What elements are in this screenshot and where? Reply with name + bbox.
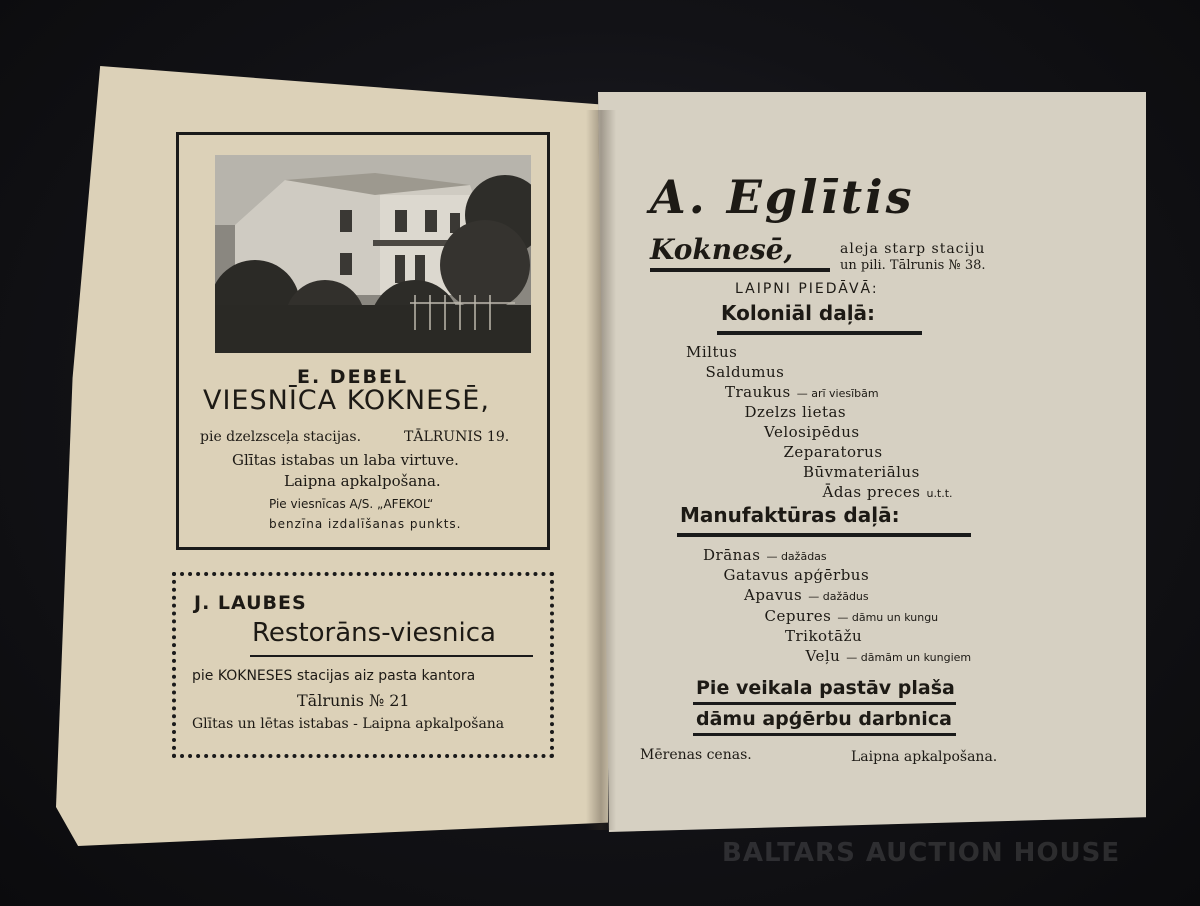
item-text: Trikotāžu [785, 626, 863, 645]
list-item [725, 382, 879, 401]
address-line2: un pili. Tālrunis № 38. [840, 258, 986, 273]
laubes-phone: Tālrunis № 21 [297, 691, 410, 710]
item-note: u.t.t. [926, 487, 953, 500]
footer-prices: Mērenas cenas. [640, 747, 752, 763]
watermark: BALTARS AUCTION HOUSE [722, 838, 1121, 868]
list-item [765, 606, 939, 625]
item-note: — dāmām un kungiem [846, 651, 972, 664]
list-item [784, 442, 883, 461]
list-item [745, 402, 847, 421]
list-item [806, 646, 972, 665]
item-text: Velosipēdus [764, 423, 860, 441]
eglitis-town: Koknesē, [650, 233, 794, 266]
item-text: Traukus [725, 383, 791, 401]
list-item [785, 626, 862, 645]
list-item [724, 565, 870, 584]
footer-service: Laipna apkalpošana. [851, 749, 998, 765]
laubes-line1: Glītas un lētas istabas - Laipna apkalpošana [192, 716, 505, 732]
list-item [706, 362, 785, 381]
debel-address: pie dzelzsceļa stacijas. [200, 429, 362, 445]
debel-fuel-line1: Pie viesnīcas A/S. „AFEKOL“ [269, 497, 434, 511]
workshop-underline1 [693, 702, 956, 705]
section2-title: Manufaktūras daļā: [680, 503, 900, 527]
item-text: Ādas preces [822, 483, 921, 501]
debel-hotel-name: VIESNĪCA KOKNESĒ, [203, 385, 490, 416]
laubes-name: Restorāns-viesnica [252, 618, 496, 648]
item-text: Apavus [744, 586, 803, 605]
list-item [764, 422, 860, 441]
laubes-owner: J. LAUBES [194, 592, 307, 614]
list-item [744, 585, 869, 604]
town-underline [650, 268, 830, 272]
offers-label: LAIPNI PIEDĀVĀ: [735, 281, 879, 297]
book-gutter [586, 110, 616, 830]
item-note: — dažādas [766, 550, 827, 563]
debel-phone: TĀLRUNIS 19. [404, 429, 510, 445]
debel-line2: Laipna apkalpošana. [284, 472, 441, 490]
hotel-building-photo [215, 155, 531, 353]
debel-owner: E. DEBEL [297, 366, 409, 388]
laubes-address: pie KOKNESES stacijas aiz pasta kantora [192, 668, 476, 684]
laubes-name-underline [250, 655, 533, 657]
item-text: Cepures [764, 606, 832, 625]
list-item [686, 342, 737, 361]
list-item [803, 462, 920, 481]
item-text: Drānas [703, 546, 761, 564]
section1-title: Koloniāl daļā: [721, 301, 876, 325]
item-text: Dzelzs lietas [744, 403, 847, 421]
list-item [703, 545, 827, 564]
item-note: — dažādus [808, 590, 869, 604]
debel-line1: Glītas istabas un laba virtuve. [232, 451, 459, 469]
item-text: Gatavus apģērbus [723, 566, 870, 585]
item-text: Būvmateriālus [803, 463, 920, 481]
item-text: Miltus [686, 343, 738, 361]
item-note: — dāmu un kungu [837, 610, 939, 624]
workshop-line2: dāmu apģērbu darbnica [696, 708, 952, 730]
address-line1: aleja starp staciju [840, 241, 986, 257]
eglitis-title: A. Eglītis [650, 170, 915, 224]
section2-underline [677, 533, 971, 537]
section1-underline [717, 331, 922, 335]
workshop-line1: Pie veikala pastāv plaša [696, 677, 955, 699]
item-text: Veļu [805, 647, 841, 665]
item-text: Zeparatorus [783, 443, 883, 461]
debel-fuel-line2: benzīna izdalīšanas punkts. [269, 517, 462, 531]
list-item [823, 482, 953, 501]
item-note: — arī viesībām [796, 387, 879, 400]
item-text: Saldumus [705, 363, 785, 381]
workshop-underline2 [693, 733, 956, 736]
